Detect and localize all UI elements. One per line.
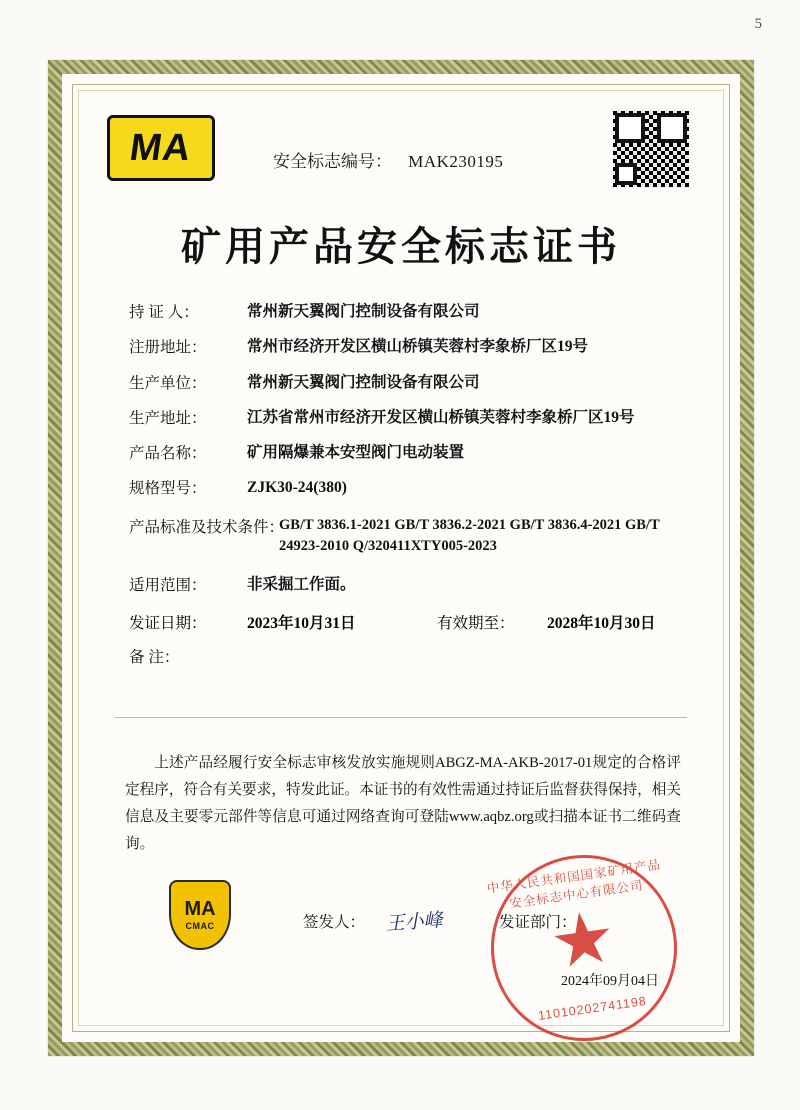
field-row-registered-address: [129, 335, 689, 358]
certificate-frame: [48, 60, 754, 1056]
field-row-scope: [129, 573, 689, 596]
seal-top-text: 中华人民共和国国家矿用产品安全标志中心有限公司: [486, 857, 662, 911]
field-value: 常州新天翼阀门控制设备有限公司: [247, 303, 480, 320]
certificate-header: [107, 111, 695, 197]
cmac-label-text: CMAC: [185, 921, 215, 931]
serial-number-line: [273, 147, 503, 172]
cmac-symbol-text: MA: [184, 898, 216, 920]
field-label: 持 证 人：: [129, 304, 199, 321]
ma-logo-text: MA: [127, 126, 195, 169]
field-row-remark: [129, 645, 689, 667]
seal-star-icon: [550, 908, 616, 974]
issuing-department-label: 发证部门：: [499, 913, 577, 931]
field-row-holder: [129, 300, 689, 323]
seal-number-text: 11010202741198: [537, 993, 648, 1023]
expiry-date-value: 2028年10月30日: [547, 615, 656, 633]
field-label: 注册地址：: [129, 339, 207, 357]
field-list: [129, 300, 689, 679]
field-value: ZJK30-24(380): [247, 479, 347, 497]
issue-date-label: 发证日期：: [129, 615, 207, 633]
field-label: 适用范围：: [129, 577, 207, 594]
field-row-model: [129, 476, 689, 499]
field-value: 常州市经济开发区横山桥镇芙蓉村李象桥厂区19号: [247, 338, 589, 356]
qr-finder-bottom-left: [615, 163, 637, 185]
field-label: 生产地址：: [129, 409, 207, 427]
cmac-shield-shape: [169, 880, 231, 950]
ma-logo-icon: [107, 115, 215, 181]
field-value: 常州新天翼阀门控制设备有限公司: [247, 373, 480, 391]
signer-signature: 王小峰: [384, 910, 444, 935]
field-value: GB/T 3836.1-2021 GB/T 3836.2-2021 GB/T 3836.4-2021 GB/T 24923-2010 Q/320411XTY005-2023: [279, 516, 660, 555]
field-label: 规格型号：: [129, 480, 207, 498]
qr-code-icon: [613, 111, 689, 187]
issue-date-value: 2023年10月31日: [247, 615, 356, 633]
field-label: 产品标准及技术条件：: [129, 518, 285, 536]
signer-label: 签发人：: [303, 913, 366, 931]
field-value: 矿用隔爆兼本安型阀门电动装置: [247, 444, 465, 461]
field-value: 非采掘工作面。: [247, 576, 356, 593]
serial-number-value: MAK230195: [408, 152, 504, 171]
field-label: 生产单位：: [129, 374, 207, 392]
field-row-manufacturer: [129, 371, 689, 394]
field-label: 产品名称：: [129, 445, 207, 462]
field-row-standards: [129, 515, 689, 559]
cmac-shield-icon: [169, 880, 231, 950]
field-row-product-name: [129, 441, 689, 464]
field-row-dates: [129, 611, 689, 633]
certificate-inner-border: [72, 84, 730, 1032]
page-corner-number: 5: [754, 16, 762, 32]
field-row-production-address: [129, 406, 689, 429]
expiry-date-label: 有效期至：: [437, 615, 515, 633]
statement-paragraph: 上述产品经履行安全标志审核发放实施规则ABGZ-MA-AKB-2017-01规定的合格评定程序，符合有关要求，特发此证。本证书的有效性需通过持证后监督获得保持，相关信息及主要零元部件等信息可通过网络查询可登陆www.aqbz.org或扫描本证书二维码查询。: [125, 755, 681, 852]
serial-number-label: 安全标志编号：: [273, 152, 392, 171]
seal-date: 2024年09月04日: [561, 974, 659, 989]
section-divider: [115, 717, 687, 718]
field-value: 江苏省常州市经济开发区横山桥镇芙蓉村李象桥厂区19号: [247, 408, 635, 426]
page-title: 矿用产品安全标志证书: [181, 224, 621, 269]
remark-label: 备 注：: [129, 649, 180, 667]
